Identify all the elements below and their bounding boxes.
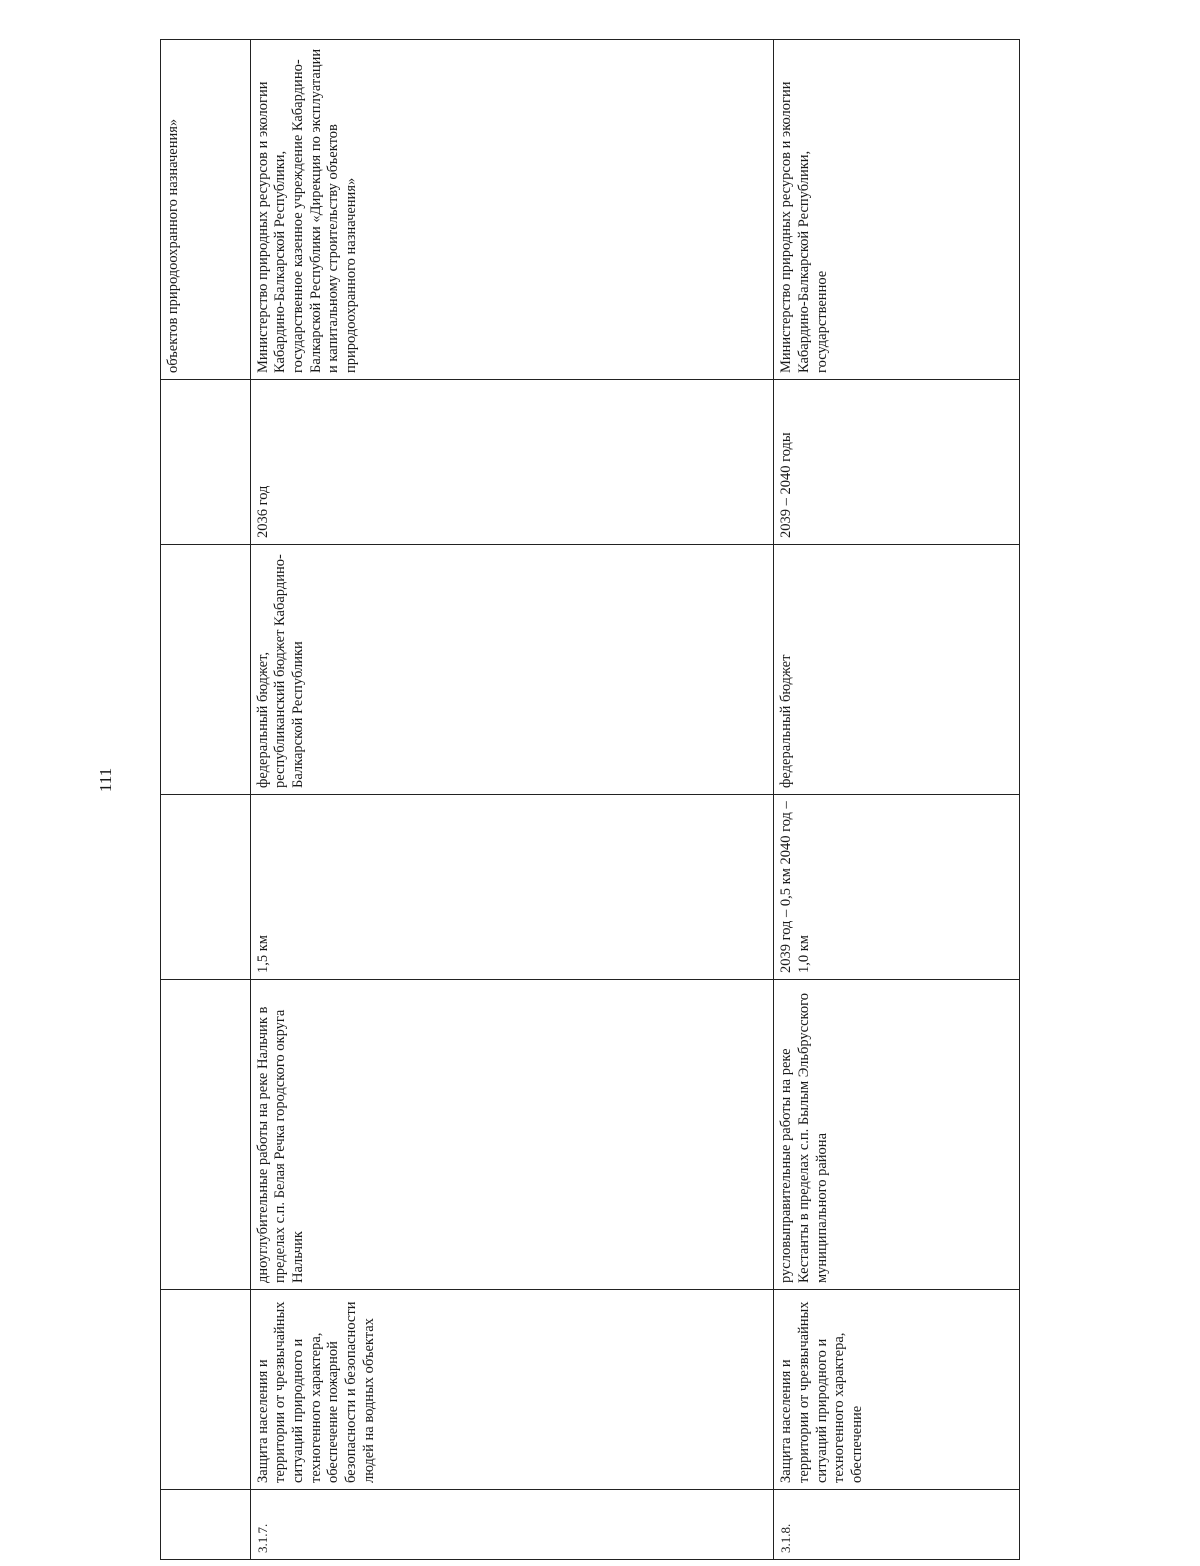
cell-area: Защита населения и территории от чрезвычайных ситуаций природного и техногенного характера, обеспечение [774, 1290, 1020, 1490]
table-row-continued [161, 40, 251, 1560]
cell-period [161, 380, 251, 545]
table-row [774, 40, 1020, 1560]
cell-measure: русловыправительные работы на реке Кестанты в пределах с.п. Былым Эльбрусского муниципального района [774, 980, 1020, 1290]
cell-measure [161, 980, 251, 1290]
cell-indicator: 1,5 км [250, 795, 774, 980]
cell-period: 2036 год [250, 380, 774, 545]
cell-period: 2039 – 2040 годы [774, 380, 1020, 545]
cell-funding: федеральный бюджет, республиканский бюджет Кабардино-Балкарской Республики [250, 545, 774, 795]
cell-area: Защита населения и территории от чрезвычайных ситуаций природного и техногенного характера, обеспечение пожарной безопасности и безопасности людей на водных объектах [250, 1290, 774, 1490]
cell-indicator [161, 795, 251, 980]
cell-number: 3.1.8. [774, 1490, 1020, 1560]
program-measures-table [160, 39, 1020, 1560]
cell-number: 3.1.7. [250, 1490, 774, 1560]
cell-responsible: объектов природоохранного назначения» [161, 40, 251, 380]
cell-funding: федеральный бюджет [774, 545, 1020, 795]
cell-area [161, 1290, 251, 1490]
cell-funding [161, 545, 251, 795]
cell-indicator: 2039 год – 0,5 км 2040 год – 1,0 км [774, 795, 1020, 980]
cell-responsible: Министерство природных ресурсов и экологии Кабардино-Балкарской Республики, государственное [774, 40, 1020, 380]
rotated-table-container [160, 40, 1020, 1560]
table-row [250, 40, 774, 1560]
cell-responsible: Министерство природных ресурсов и экологии Кабардино-Балкарской Республики, государственное казенное учреждение Кабардино-Балкарской Республики «Дирекция по эксплуатации и капитальному строительству объектов природоохранного назначения» [250, 40, 774, 380]
page-number: 111 [96, 767, 115, 793]
cell-measure: дноуглубительные работы на реке Нальчик в пределах с.п. Белая Речка городского округа Нальчик [250, 980, 774, 1290]
cell-number [161, 1490, 251, 1560]
